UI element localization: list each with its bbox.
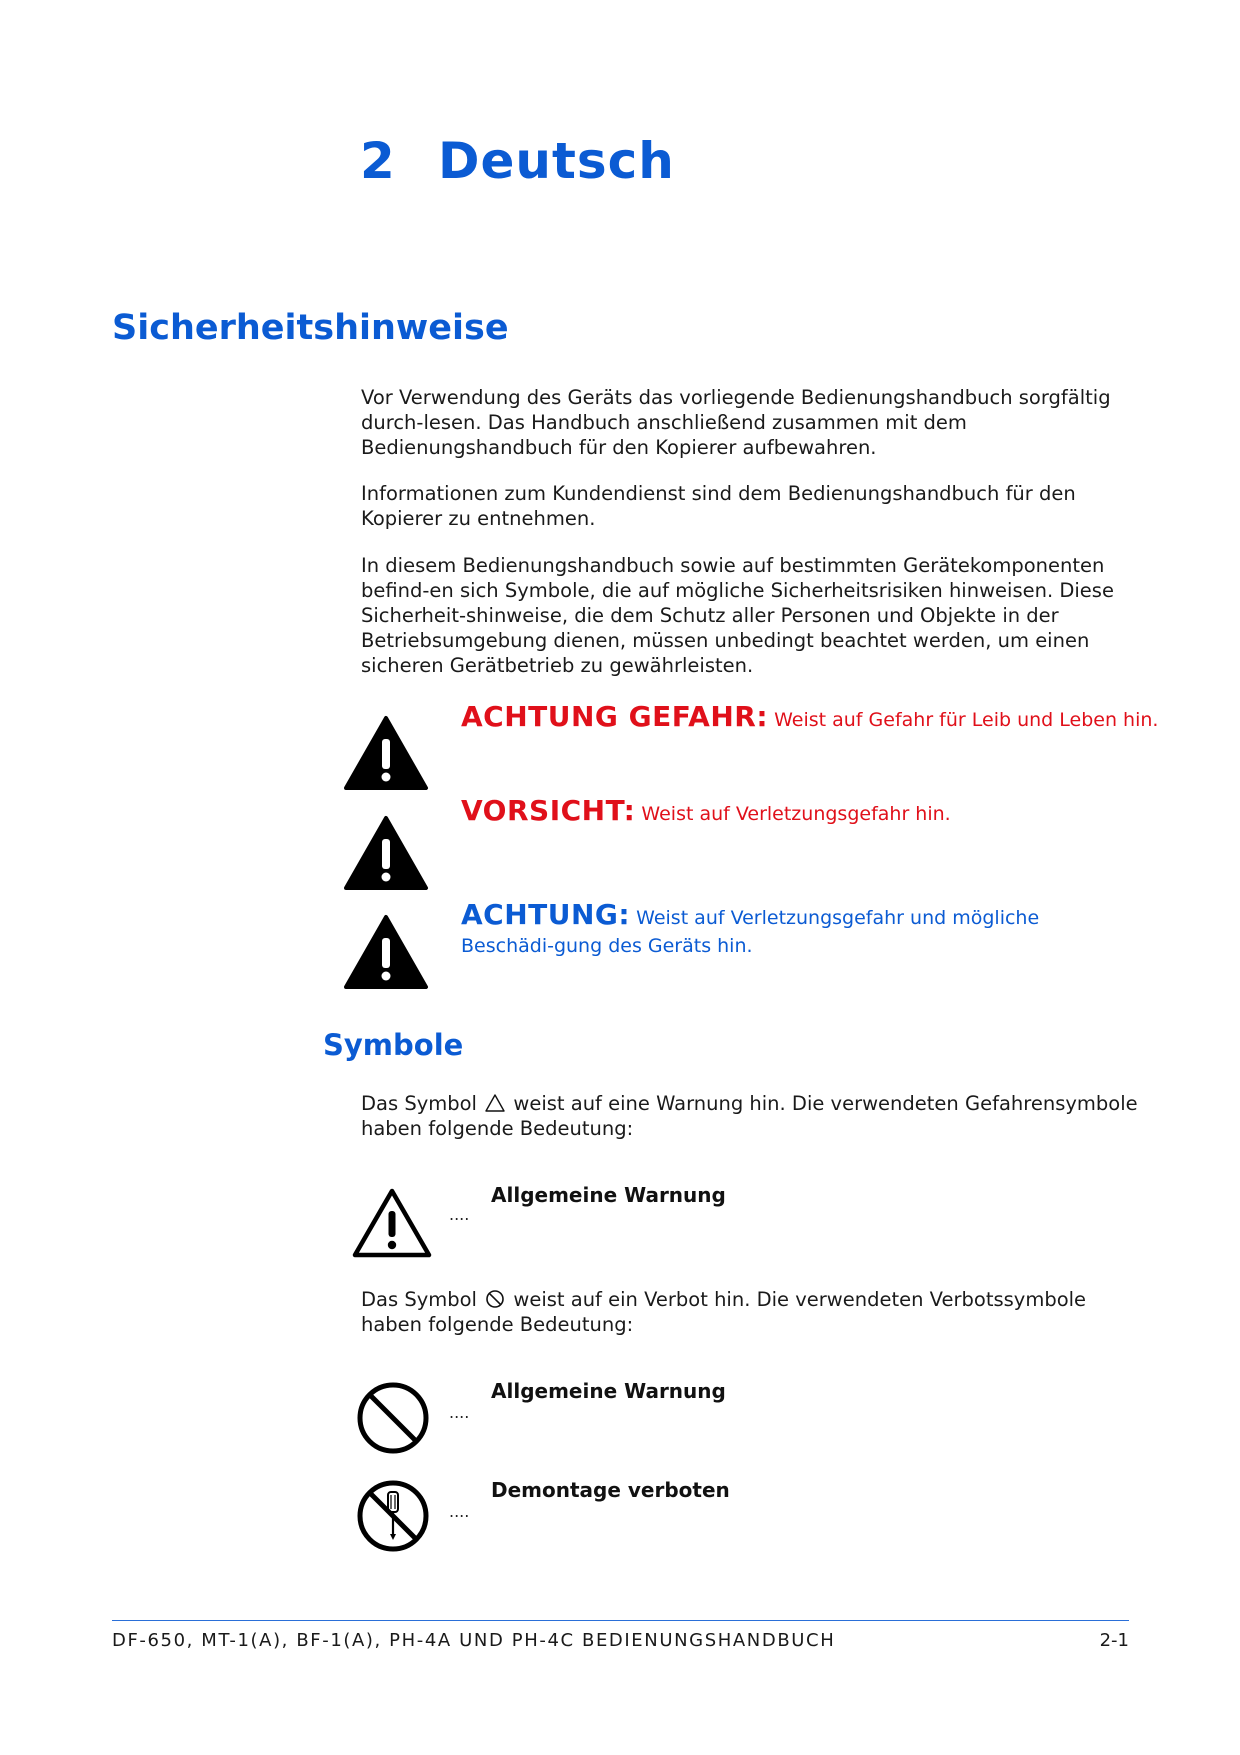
warning-item-label: Allgemeine Warnung xyxy=(491,1183,726,1207)
prohibition-symbol-paragraph xyxy=(361,1287,1141,1337)
general-prohibition-icon xyxy=(355,1380,431,1456)
symbols-title: Symbole xyxy=(323,1028,464,1062)
page-number: 2-1 xyxy=(1099,1630,1129,1651)
prohibition-item-1-dots: .... xyxy=(449,1403,470,1422)
prohibition-item-1-label: Allgemeine Warnung xyxy=(491,1379,726,1403)
chapter-heading xyxy=(360,132,675,190)
warning-item-dots: .... xyxy=(449,1205,470,1224)
intro-paragraph-1: Vor Verwendung des Geräts das vorliegende Bedienungshandbuch sorgfältig durch-lesen. Das Handbuch anschließend zusammen mit dem Bedienungshandbuch für den Kopierer aufbewahren. xyxy=(361,386,1111,459)
level-danger-text: Weist auf Gefahr für Leib und Leben hin. xyxy=(774,709,1159,731)
prohibition-item-2-label: Demontage verboten xyxy=(491,1478,730,1502)
prohibition-para-after: weist auf ein Verbot hin. Die verwendeten Verbotssymbole haben folgende Bedeutung: xyxy=(361,1288,1087,1336)
level-warning xyxy=(461,898,1121,960)
level-caution xyxy=(461,794,1161,828)
level-caution-label: VORSICHT: xyxy=(461,794,636,827)
footer-divider xyxy=(112,1620,1129,1621)
no-disassembly-icon xyxy=(355,1478,431,1554)
level-warning-text: Weist auf Verletzungsgefahr und mögliche Beschädi-gung des Geräts hin. xyxy=(461,907,1040,957)
level-danger xyxy=(461,700,1161,734)
chapter-title: Deutsch xyxy=(438,132,675,190)
warning-outline-icon xyxy=(485,1093,505,1113)
intro-paragraph-3: In diesem Bedienungshandbuch sowie auf bestimmten Gerätekomponenten befind-en sich Symbole, die auf mögliche Sicherheitsrisiken hinweisen. Diese Sicherheit-shinweise, die dem Schutz aller Personen und Objekte in der Betriebsumgebung dienen, müssen unbedingt beachtet werden, um einen sicheren Gerätbetrieb zu gewährleisten. xyxy=(361,554,1114,677)
danger-triangle-icon xyxy=(343,715,429,791)
section-title: Sicherheitshinweise xyxy=(112,308,509,348)
warning-para-before: Das Symbol xyxy=(361,1092,477,1115)
footer-title: DF-650, MT-1(A), BF-1(A), PH-4A UND PH-4C BEDIENUNGSHANDBUCH xyxy=(112,1630,836,1651)
level-caution-text: Weist auf Verletzungsgefahr hin. xyxy=(641,803,951,825)
warning-symbol-paragraph xyxy=(361,1091,1141,1141)
prohibition-para-before: Das Symbol xyxy=(361,1288,477,1311)
warning-triangle-icon xyxy=(343,914,429,990)
level-warning-label: ACHTUNG: xyxy=(461,898,631,931)
warning-para-after: weist auf eine Warnung hin. Die verwendeten Gefahrensymbole haben folgende Bedeutung: xyxy=(361,1092,1138,1140)
caution-triangle-icon xyxy=(343,815,429,891)
intro-paragraph-2: Informationen zum Kundendienst sind dem Bedienungshandbuch für den Kopierer zu entnehmen. xyxy=(361,482,1076,530)
general-warning-icon xyxy=(352,1183,432,1263)
prohibition-item-2-dots: .... xyxy=(449,1502,470,1521)
chapter-number: 2 xyxy=(360,132,396,190)
level-danger-label: ACHTUNG GEFAHR: xyxy=(461,700,769,733)
prohibition-outline-icon xyxy=(485,1289,505,1309)
